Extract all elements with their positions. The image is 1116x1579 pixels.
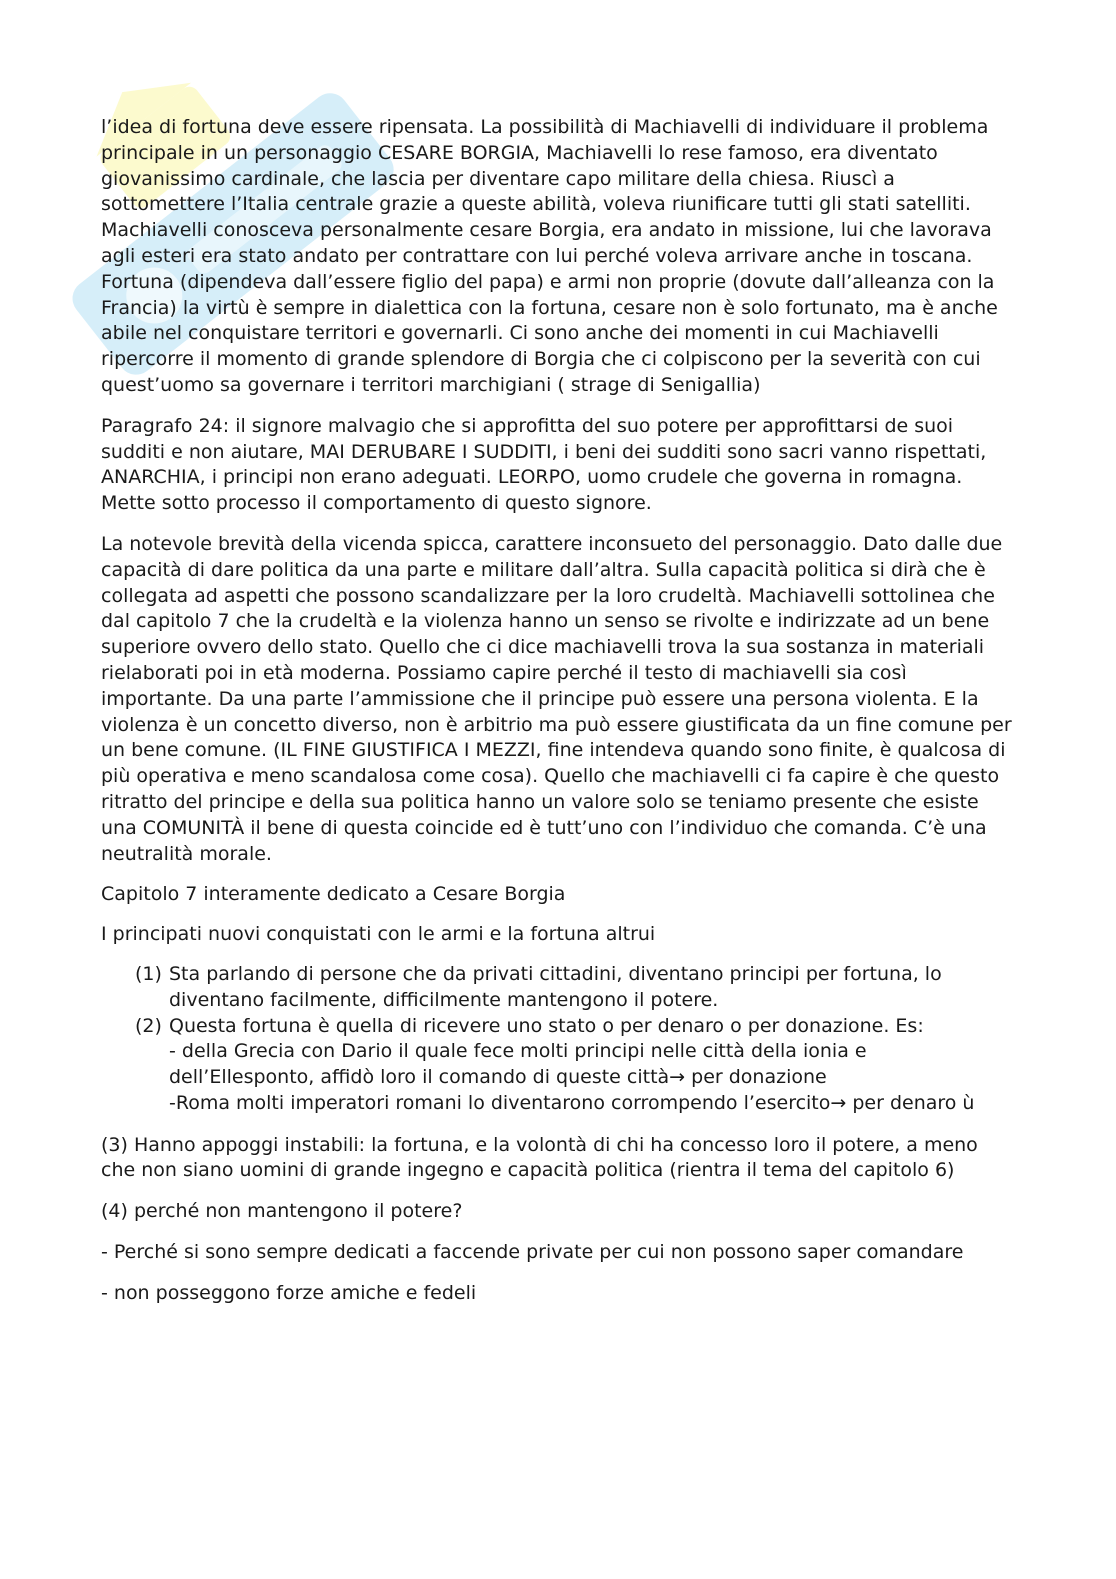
principalities-heading: I principati nuovi conquistati con le armi e la fortuna altrui bbox=[101, 923, 656, 946]
list-item-number: (2) bbox=[135, 1014, 162, 1037]
list-item bbox=[135, 1014, 1016, 1117]
list-item-text: Questa fortuna è quella di ricevere uno stato o per denaro o per donazione. Es: bbox=[169, 1014, 924, 1037]
list-item bbox=[135, 962, 1016, 1014]
list-sub-item-roma: -Roma molti imperatori romani lo diventarono corrompendo l’esercito→ per denaro ù bbox=[169, 1091, 975, 1114]
paragraph-borgia-intro: l’idea di fortuna deve essere ripensata. La possibilità di Machiavelli di individuare il problema principale in un personaggio CESARE BORGIA, Machiavelli lo rese famoso, era diventato giovanissimo cardinale, che lascia per diventare capo militare della chiesa. Riuscì a sottomettere l’Italia centrale grazie a queste abilità, voleva riunificare tutti gli stati satelliti. Machiavelli conosceva personalmente cesare Borgia, era andato in missione, lui che lavorava agli esteri era stato andato per contrattare con lui perché voleva arrivare anche in toscana. Fortuna (dipendeva dall’essere figlio del papa) e armi non proprie (dovute dall’alleanza con la Francia) la virtù è sempre in dialettica con la fortuna, cesare non è solo fortunato, ma è anche abile nel conquistare territori e governarli. Ci sono anche dei momenti in cui Machiavelli ripercorre il momento di grande splendore di Borgia che ci colpiscono per la severità con cui quest’uomo sa governare i territori marchigiani ( strage di Senigallia) bbox=[101, 116, 998, 396]
paragraph-24: Paragrafo 24: il signore malvagio che si approfitta del suo potere per approfittarsi de suoi sudditi e non aiutare, MAI DERUBARE I SUDDITI, i beni dei sudditi sono sacri vanno rispettati, ANARCHIA, i principi non erano adeguati. LEORPO, uomo crudele che governa in romagna. Mette sotto processo il comportamento di questo signore. bbox=[101, 414, 987, 515]
list-sub-item-grecia: - della Grecia con Dario il quale fece molti principi nelle città della ionia e dell’Ellesponto, affidò loro il comando di queste città→ per donazione bbox=[169, 1040, 867, 1089]
paragraph-point-4: (4) perché non mantengono il potere? bbox=[101, 1200, 463, 1223]
paragraph-brevity: La notevole brevità della vicenda spicca, carattere inconsueto del personaggio. Dato dalle due capacità di dare politica da una parte e militare dall’altra. Sulla capacità politica si dirà che è collegata ad aspetti che possono scandalizzare per la loro crudeltà. Machiavelli sottolinea che dal capitolo 7 che la crudeltà e la violenza hanno un senso se rivolte e indirizzate ad un bene superiore ovvero dello stato. Quello che ci dice machiavelli trova la sua sostanza in materiali rielaborati poi in età moderna. Possiamo capire perché il testo di machiavelli sia così importante. Da una parte l’ammissione che il principe può essere una persona violenta. E la violenza è un concetto diverso, non è arbitrio ma può essere giustificata da un fine comune per un bene comune. (IL FINE GIUSTIFICA I MEZZI, fine intendeva quando sono finite, è qualcosa di più operativa e meno scandalosa come cosa). Quello che machiavelli ci fa capire è che questo ritratto del principe e della sua politica hanno un valore solo se teniamo presente che esiste una COMUNITÀ il bene di questa coincide ed è tutt’uno con l’individuo che comanda. C’è una neutralità morale. bbox=[101, 532, 1012, 865]
paragraph-point-3: (3) Hanno appoggi instabili: la fortuna, e la volontà di chi ha concesso loro il potere, a meno che non siano uomini di grande ingegno e capacità politica (rientra il tema del capitolo 6) bbox=[101, 1133, 978, 1182]
numbered-list bbox=[101, 962, 1016, 1117]
list-item-number: (1) bbox=[135, 962, 162, 985]
document-page bbox=[101, 115, 1016, 1322]
chapter-7-heading: Capitolo 7 interamente dedicato a Cesare Borgia bbox=[101, 883, 566, 906]
paragraph-dash-1: - Perché si sono sempre dedicati a faccende private per cui non possono saper comandare bbox=[101, 1241, 964, 1264]
paragraph-dash-2: - non posseggono forze amiche e fedeli bbox=[101, 1281, 477, 1304]
list-item-text: Sta parlando di persone che da privati cittadini, diventano principi per fortuna, lo diventano facilmente, difficilmente mantengono il potere. bbox=[169, 962, 942, 1011]
